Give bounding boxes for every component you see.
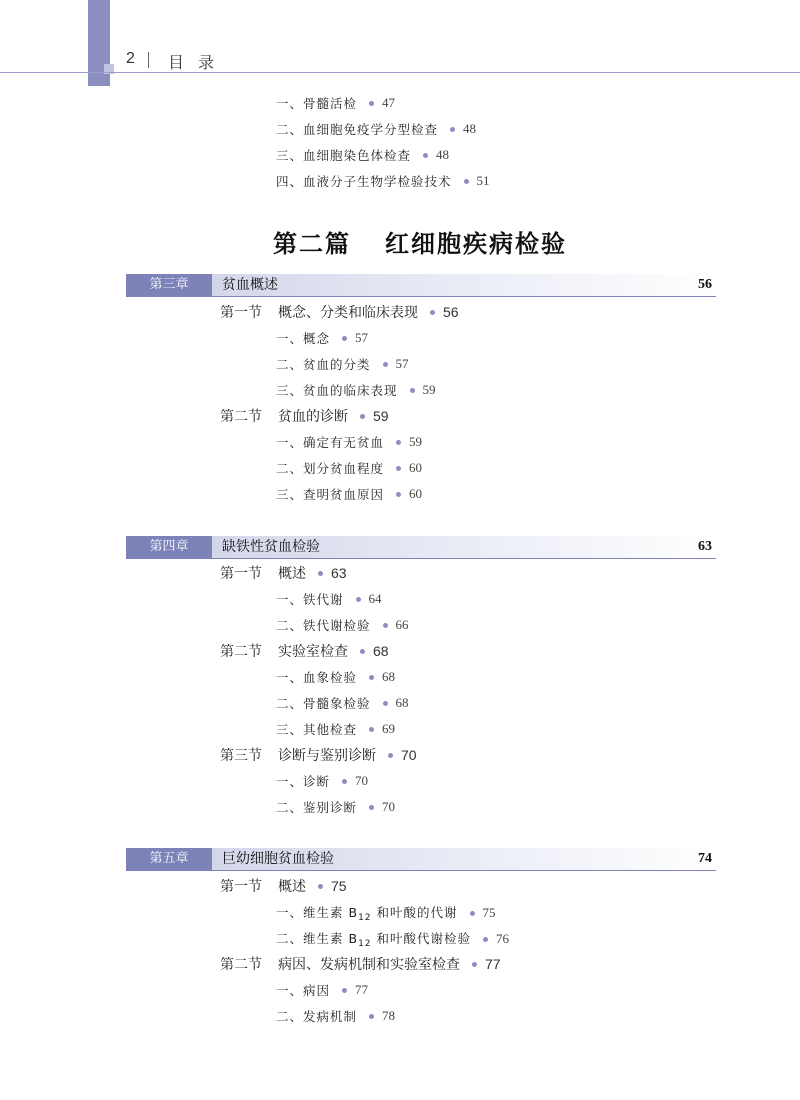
chapter-rule xyxy=(126,296,716,297)
bullet-dot xyxy=(464,179,469,184)
section-page: 56 xyxy=(443,304,459,320)
chapter-page: 56 xyxy=(698,277,712,292)
toc-item-page: 60 xyxy=(409,460,423,475)
toc-item-page: 51 xyxy=(476,173,490,188)
toc-section[interactable] xyxy=(220,406,389,426)
toc-section[interactable] xyxy=(220,563,347,583)
toc-section[interactable] xyxy=(220,876,347,896)
bullet-dot xyxy=(318,884,323,889)
toc-item-page: 76 xyxy=(496,931,509,946)
section-label: 第二节 xyxy=(220,409,262,425)
bullet-dot xyxy=(360,649,365,654)
bullet-dot xyxy=(383,623,388,628)
toc-section[interactable] xyxy=(220,954,501,974)
bullet-dot xyxy=(423,153,428,158)
bullet-dot xyxy=(369,101,374,106)
section-label: 第一节 xyxy=(220,305,262,321)
toc-item-page: 57 xyxy=(395,356,409,371)
toc-item-text: 二、鉴别诊断 xyxy=(276,800,358,815)
toc-item[interactable] xyxy=(276,668,395,686)
toc-item-text: 一、铁代谢 xyxy=(276,592,344,607)
toc-item[interactable] xyxy=(276,120,476,138)
section-page: 75 xyxy=(331,878,347,894)
header-separator xyxy=(148,52,149,68)
bullet-dot xyxy=(360,414,365,419)
section-title: 概述 xyxy=(278,566,306,582)
toc-item[interactable] xyxy=(276,981,368,999)
section-title: 诊断与鉴别诊断 xyxy=(278,748,376,764)
toc-item-page: 48 xyxy=(436,147,450,162)
toc-section[interactable] xyxy=(220,641,389,661)
toc-item-text: 一、病因 xyxy=(276,983,331,998)
toc-item-page: 59 xyxy=(422,382,436,397)
toc-item-page: 48 xyxy=(463,121,477,136)
toc-item-text: 四、血液分子生物学检验技术 xyxy=(276,174,452,189)
toc-item[interactable] xyxy=(276,903,496,923)
toc-item[interactable] xyxy=(276,172,490,190)
header-rule xyxy=(0,72,800,73)
bullet-dot xyxy=(342,988,347,993)
section-label: 第二节 xyxy=(220,957,262,973)
chapter-title: 贫血概述 xyxy=(222,277,278,293)
toc-item-text: 一、确定有无贫血 xyxy=(276,435,385,450)
toc-item-text: 一、维生素 $B_{12}$ 和叶酸的代谢 xyxy=(276,905,458,923)
bullet-dot xyxy=(388,753,393,758)
chapter-rule xyxy=(126,870,716,871)
bullet-dot xyxy=(483,937,488,942)
bullet-dot xyxy=(369,727,374,732)
toc-item-text: 一、骨髓活检 xyxy=(276,96,358,111)
toc-item[interactable] xyxy=(276,616,409,634)
toc-item[interactable] xyxy=(276,381,436,399)
chapter-page: 63 xyxy=(698,539,712,554)
part-title xyxy=(0,224,800,259)
toc-item[interactable] xyxy=(276,590,382,608)
toc-item[interactable] xyxy=(276,929,509,949)
toc-item[interactable] xyxy=(276,772,368,790)
toc-item-text: 一、概念 xyxy=(276,331,331,346)
chapter-title: 巨幼细胞贫血检验 xyxy=(222,851,334,867)
toc-item-text: 二、贫血的分类 xyxy=(276,357,371,372)
toc-section[interactable] xyxy=(220,302,459,322)
part-label: 第二篇 xyxy=(273,229,351,258)
section-title: 实验室检查 xyxy=(278,644,348,660)
toc-item-page: 59 xyxy=(409,434,423,449)
section-page: 77 xyxy=(485,956,501,972)
chapter-label: 第三章 xyxy=(126,274,212,296)
toc-item[interactable] xyxy=(276,94,395,112)
bullet-dot xyxy=(396,466,401,471)
toc-item[interactable] xyxy=(276,1007,395,1025)
toc-item-page: 60 xyxy=(409,486,423,501)
bullet-dot xyxy=(396,492,401,497)
toc-item-text: 一、诊断 xyxy=(276,774,331,789)
chapter-label: 第五章 xyxy=(126,848,212,870)
toc-item-page: 57 xyxy=(355,330,369,345)
section-page: 70 xyxy=(401,747,417,763)
header-title: 目录 xyxy=(168,53,229,72)
bullet-dot xyxy=(383,701,388,706)
toc-item-page: 77 xyxy=(355,982,369,997)
bullet-dot xyxy=(470,911,475,916)
bullet-dot xyxy=(450,127,455,132)
chapter-rule xyxy=(126,558,716,559)
toc-item[interactable] xyxy=(276,146,449,164)
toc-item-page: 64 xyxy=(368,591,382,606)
toc-item-text: 二、划分贫血程度 xyxy=(276,461,385,476)
toc-item-page: 70 xyxy=(355,773,369,788)
toc-item[interactable] xyxy=(276,459,422,477)
section-title: 贫血的诊断 xyxy=(278,409,348,425)
toc-item-page: 47 xyxy=(382,95,396,110)
toc-item[interactable] xyxy=(276,720,395,738)
toc-item-page: 75 xyxy=(482,905,496,920)
part-name: 红细胞疾病检验 xyxy=(385,229,567,258)
toc-item[interactable] xyxy=(276,798,395,816)
chapter-heading[interactable] xyxy=(126,274,716,296)
section-page: 68 xyxy=(373,643,389,659)
bullet-dot xyxy=(472,962,477,967)
toc-item-page: 68 xyxy=(395,695,409,710)
chapter-band xyxy=(212,274,716,296)
toc-item-text: 二、骨髓象检验 xyxy=(276,696,371,711)
section-title: 病因、发病机制和实验室检查 xyxy=(278,957,460,973)
toc-item[interactable] xyxy=(276,329,368,347)
toc-item-text: 二、血细胞免疫学分型检查 xyxy=(276,122,439,137)
toc-item-page: 69 xyxy=(382,721,396,736)
bullet-dot xyxy=(369,805,374,810)
bullet-dot xyxy=(369,1014,374,1019)
toc-item[interactable] xyxy=(276,485,422,503)
chapter-label: 第四章 xyxy=(126,536,212,558)
toc-item[interactable] xyxy=(276,694,409,712)
toc-item-text: 三、贫血的临床表现 xyxy=(276,383,398,398)
toc-item-text: 一、血象检验 xyxy=(276,670,358,685)
section-title: 概述 xyxy=(278,879,306,895)
section-title: 概念、分类和临床表现 xyxy=(278,305,418,321)
toc-item-text: 二、发病机制 xyxy=(276,1009,358,1024)
toc-item-text: 二、维生素 $B_{12}$ 和叶酸代谢检验 xyxy=(276,931,471,949)
toc-item[interactable] xyxy=(276,355,409,373)
toc-item-page: 66 xyxy=(395,617,409,632)
toc-item-page: 68 xyxy=(382,669,396,684)
subscript-12: 12 xyxy=(358,913,372,923)
section-label: 第三节 xyxy=(220,748,262,764)
toc-item-page: 70 xyxy=(382,799,396,814)
toc-item-text: 三、其他检查 xyxy=(276,722,358,737)
section-label: 第一节 xyxy=(220,879,262,895)
toc-section[interactable] xyxy=(220,745,417,765)
bullet-dot xyxy=(342,779,347,784)
toc-item-page: 78 xyxy=(382,1008,396,1023)
bullet-dot xyxy=(410,388,415,393)
section-page: 63 xyxy=(331,565,347,581)
bullet-dot xyxy=(430,310,435,315)
chapter-page: 74 xyxy=(698,851,712,866)
section-label: 第二节 xyxy=(220,644,262,660)
bullet-dot xyxy=(383,362,388,367)
subscript-12: 12 xyxy=(358,939,372,949)
bullet-dot xyxy=(342,336,347,341)
toc-item-text: 三、查明贫血原因 xyxy=(276,487,385,502)
chapter-title: 缺铁性贫血检验 xyxy=(222,539,320,555)
section-page: 59 xyxy=(373,408,389,424)
section-label: 第一节 xyxy=(220,566,262,582)
bullet-dot xyxy=(369,675,374,680)
toc-item-text: 二、铁代谢检验 xyxy=(276,618,371,633)
bullet-dot xyxy=(396,440,401,445)
chapter-heading[interactable] xyxy=(126,848,716,870)
page-number: 2 xyxy=(126,50,135,67)
toc-item-text: 三、血细胞染色体检查 xyxy=(276,148,412,163)
bullet-dot xyxy=(356,597,361,602)
chapter-heading[interactable] xyxy=(126,536,716,558)
toc-item[interactable] xyxy=(276,433,422,451)
bullet-dot xyxy=(318,571,323,576)
